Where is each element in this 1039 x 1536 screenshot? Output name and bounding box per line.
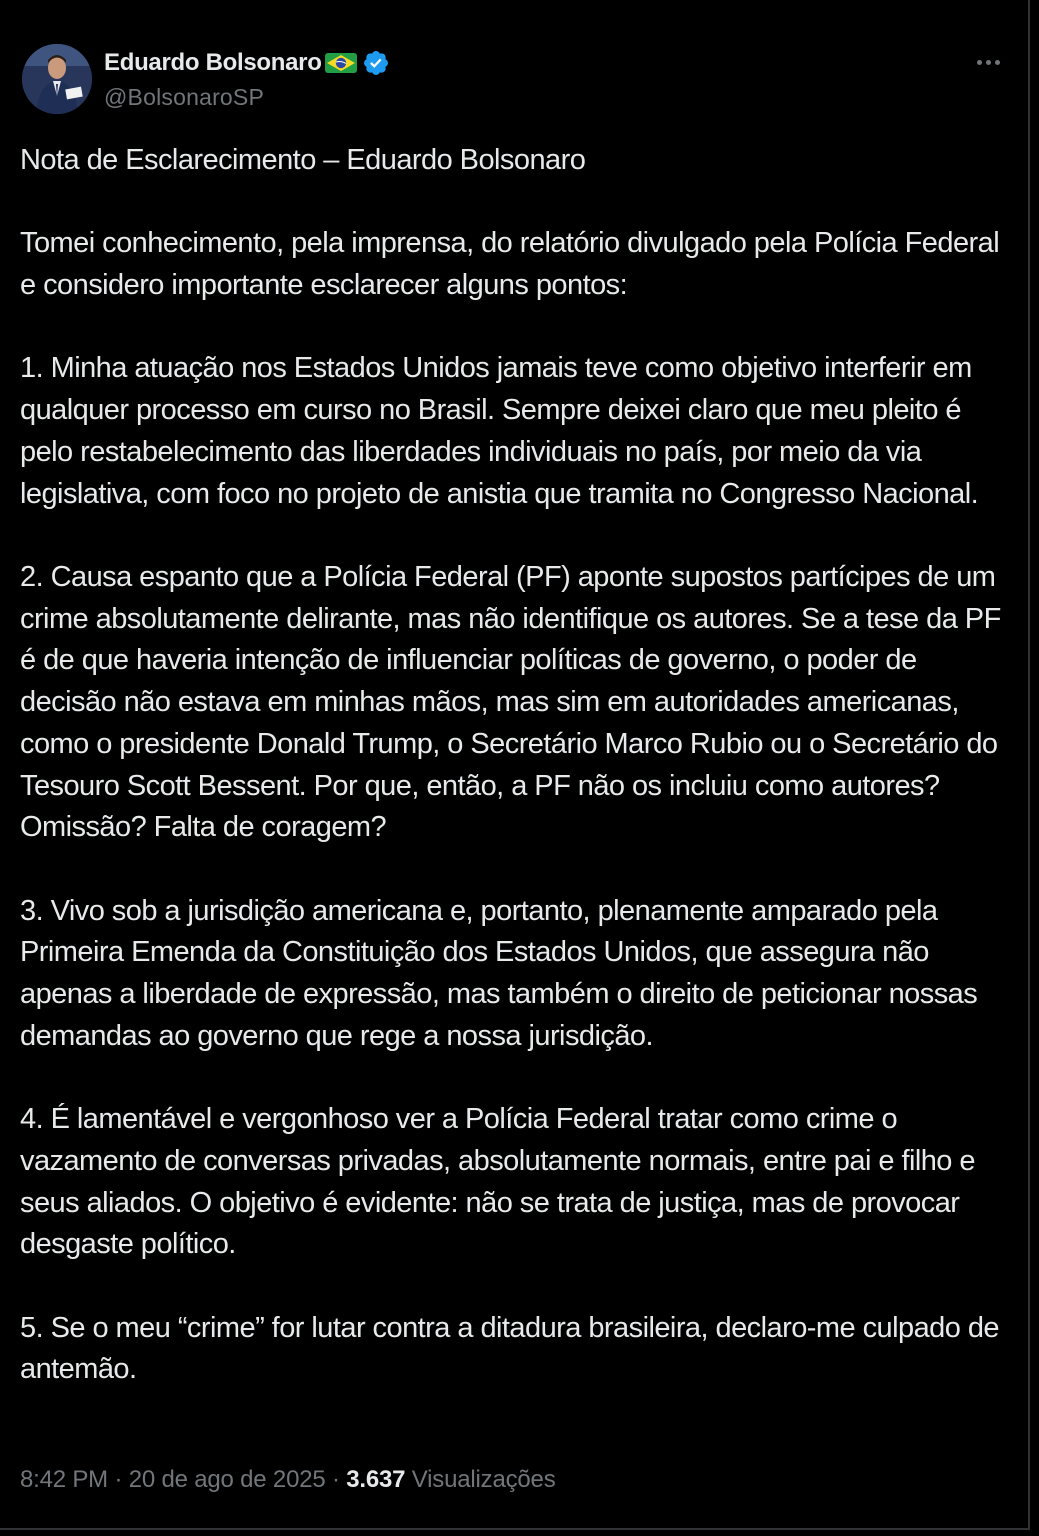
tweet-meta [20,1466,556,1494]
tweet-point-4: 4. É lamentável e vergonhoso ver a Polícia Federal tratar como crime o vazamento de conversas privadas, absolutamente normais, entre pai e filho e seus aliados. O objetivo é evidente: não se trata de justiça, mas de provocar desgaste político. [20,1103,975,1261]
author-handle[interactable]: @BolsonaroSP [104,84,264,110]
avatar[interactable] [22,44,92,114]
more-dot-3 [995,60,1000,65]
verified-badge-icon[interactable] [362,49,390,77]
views-count[interactable]: 3.637 [346,1466,406,1493]
tweet-point-3: 3. Vivo sob a jurisdição americana e, portanto, plenamente amparado pela Primeira Emenda da Constituição dos Estados Unidos, que assegura não apenas a liberdade de expressão, mas também o direito de peticionar nossas demandas ao governo que rege a nossa jurisdição. [20,894,978,1052]
avatar-photo-icon [22,44,92,114]
views-label[interactable]: Visualizações [411,1466,556,1493]
tweet-point-2: 2. Causa espanto que a Polícia Federal (PF) aponte supostos partícipes de um crime absolutamente delirante, mas não identifique os autores. Se a tese da PF é de que haveria intenção de influenciar políticas de governo, o poder de decisão não estava em minhas mãos, mas sim em autoridades americanas, como o presidente Donald Trump, o Secretário Marco Rubio ou o Secretário do Tesouro Scott Bessent. Por que, então, a PF não os incluiu como autores? Omissão? Falta de coragem? [20,560,1001,844]
tweet-date[interactable]: 20 de ago de 2025 [128,1466,326,1493]
meta-separator-2: · [325,1466,347,1493]
tweet-point-1: 1. Minha atuação nos Estados Unidos jamais teve como objetivo interferir em qualquer processo em curso no Brasil. Sempre deixei claro que meu pleito é pelo restabelecimento das liberdades individuais no país, por meio da via legislativa, com foco no projeto de anistia que tramita no Congresso Nacional. [20,352,979,510]
author-names [104,48,390,111]
more-dot-1 [977,60,982,65]
more-dot-2 [986,60,991,65]
more-options-icon[interactable] [970,50,1006,74]
meta-separator: · [107,1466,129,1493]
tweet-title: Nota de Esclarecimento – Eduardo Bolsonaro [20,144,586,176]
display-name[interactable]: Eduardo Bolsonaro [104,49,322,76]
tweet-point-5: 5. Se o meu “crime” for lutar contra a ditadura brasileira, declaro-me culpado de antemão. [20,1311,999,1386]
tweet-body [20,140,1015,1391]
display-name-row[interactable] [104,48,390,78]
tweet-time[interactable]: 8:42 PM [20,1466,108,1493]
brazil-flag-icon [324,52,358,74]
tweet-header [22,44,1006,120]
tweet-intro: Tomei conhecimento, pela imprensa, do relatório divulgado pela Polícia Federal e considero importante esclarecer alguns pontos: [20,227,1000,302]
